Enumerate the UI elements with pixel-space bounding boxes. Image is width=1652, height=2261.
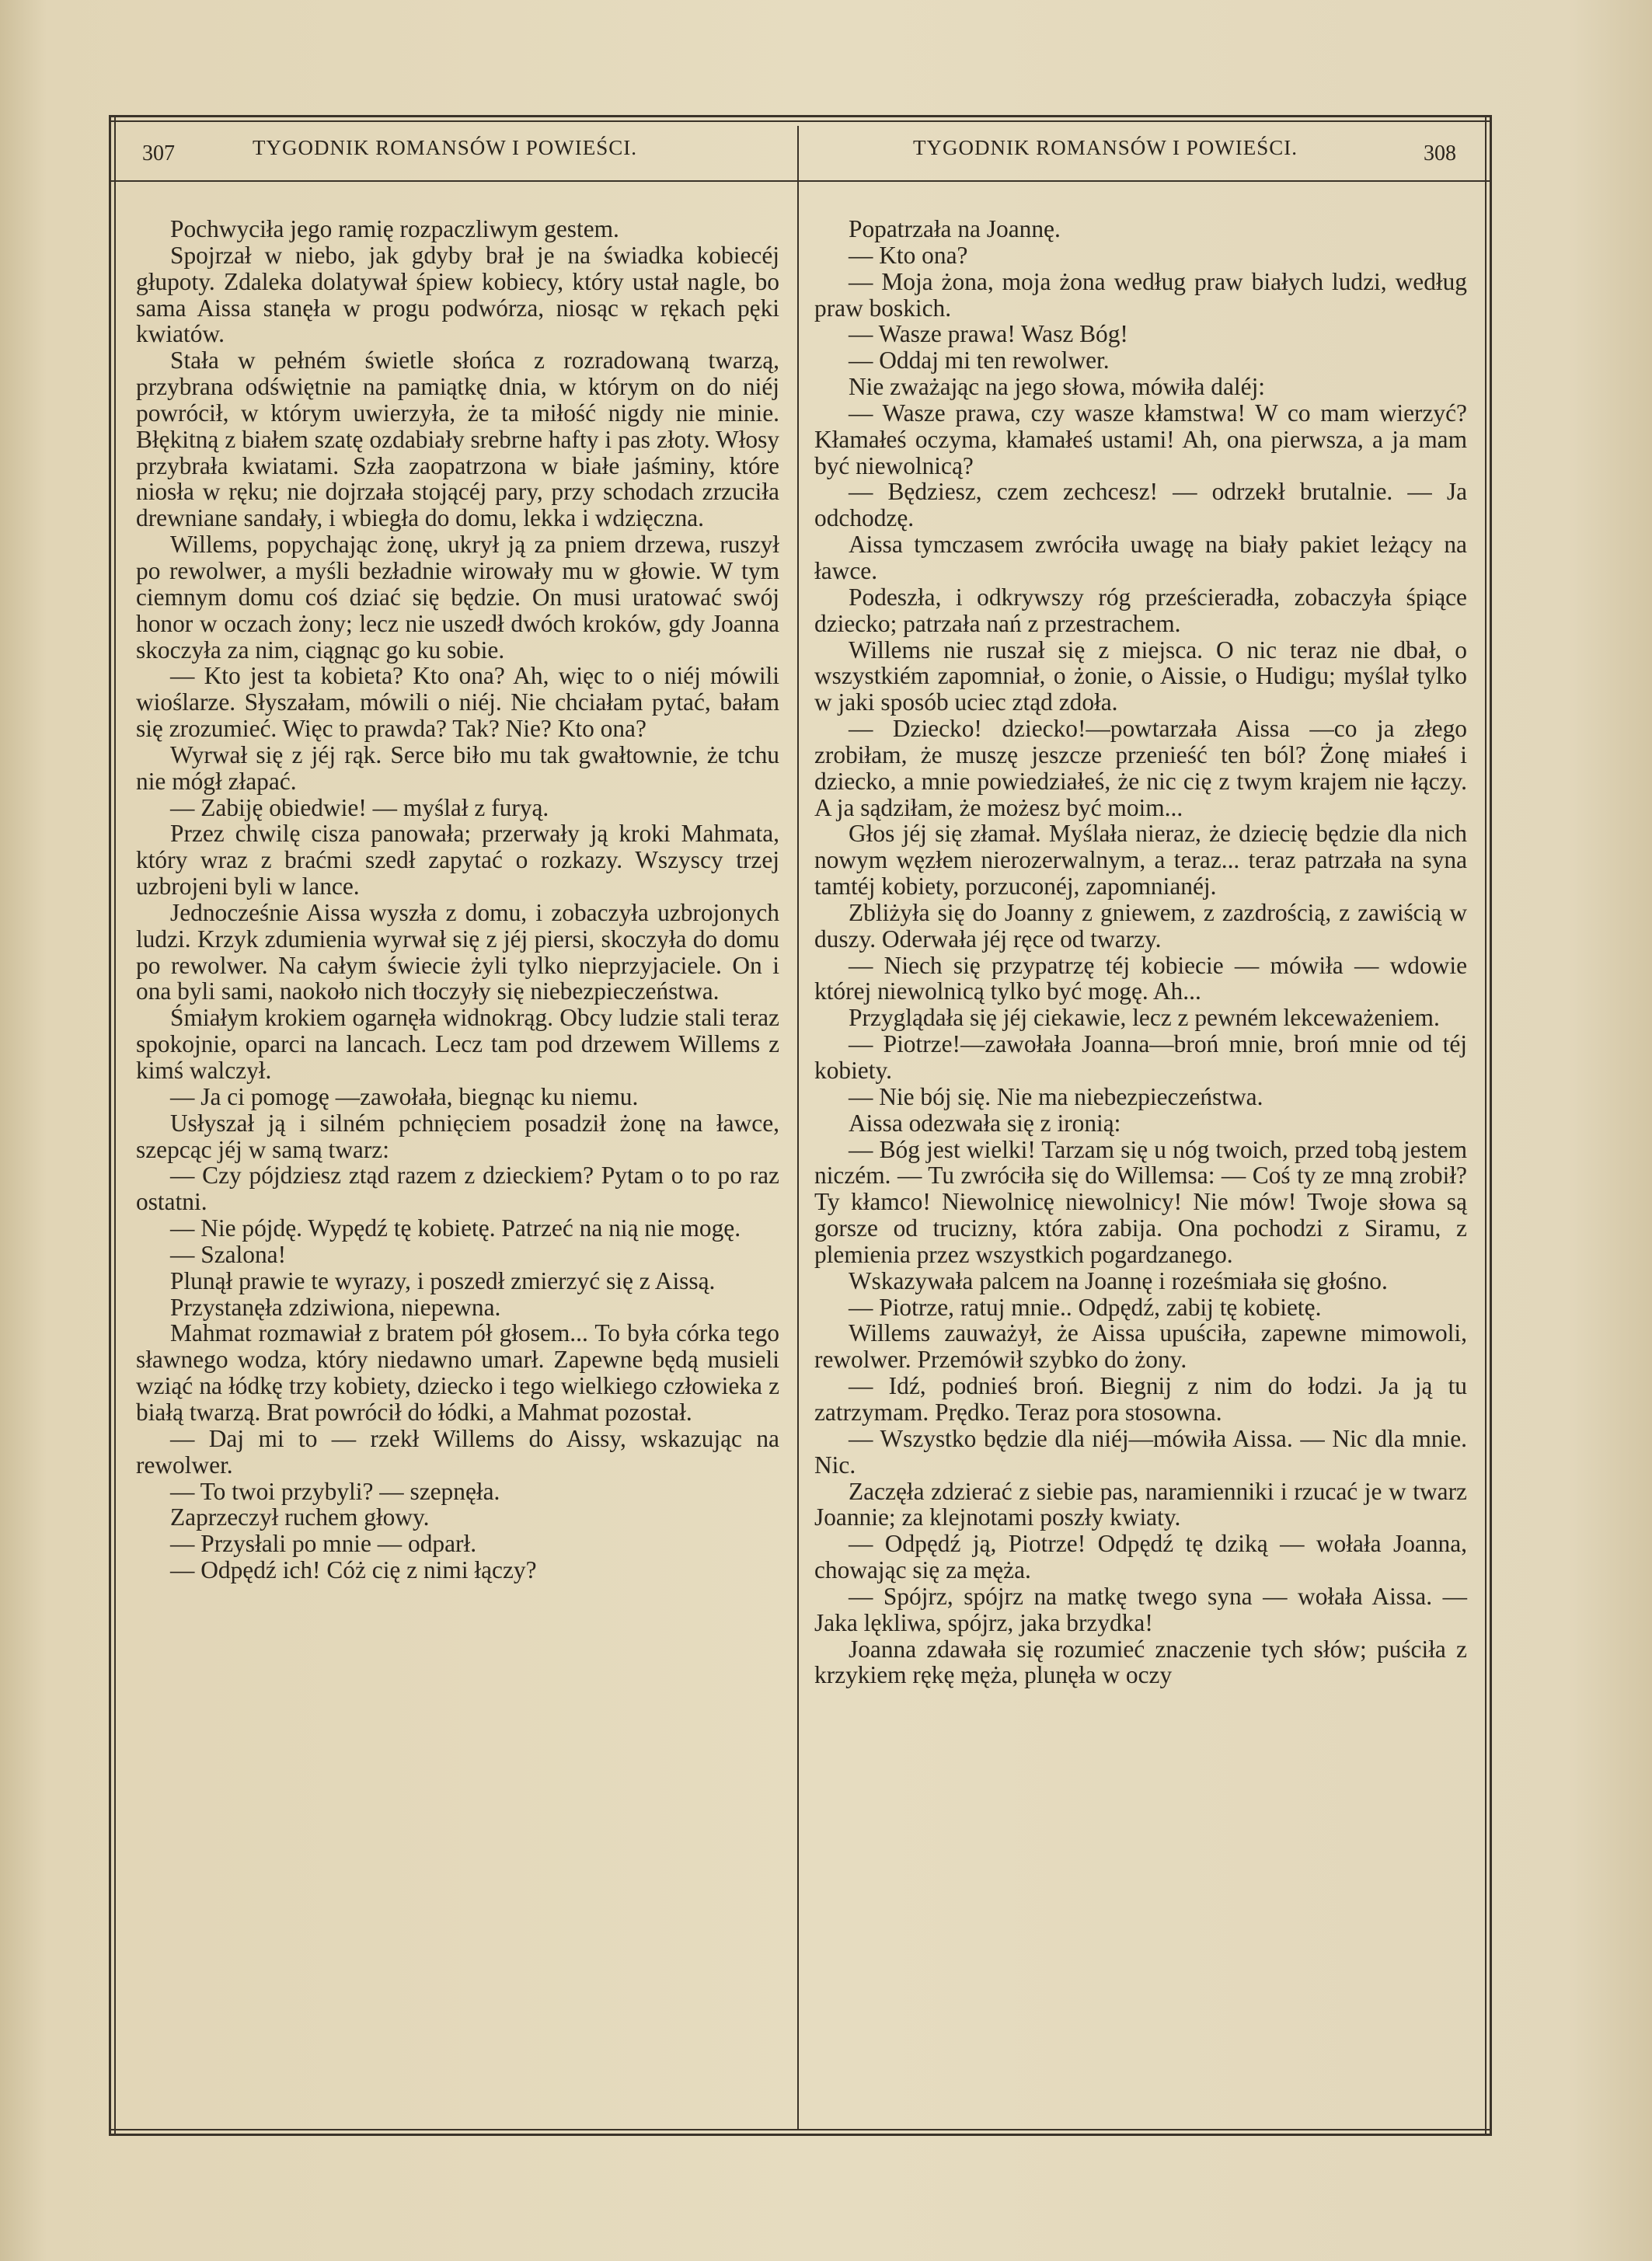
- paragraph: — Odpędź ich! Cóż cię z nimi łączy?: [170, 1556, 537, 1584]
- paragraph: Wskazywała palcem na Joannę i roześmiała się głośno.: [849, 1266, 1388, 1294]
- paragraph: — Daj mi to — rzekł Willems do Aissy, wskazując na rewolwer.: [136, 1424, 779, 1479]
- paragraph: Willems, popychając żonę, ukrył ją za pniem drzewa, ruszył po rewolwer, a myśli bezładnie wirowały mu w głowie. W tym ciemnym domu coś dziać się będzie. On musi uratować swój honor w oczach żony; lecz nie uszedł dwóch kroków, gdy Joanna skoczyła za nim, ciągnąc go ku sobie.: [136, 531, 779, 664]
- right-frame-rule: [1490, 115, 1492, 2136]
- top-rule-inner: [109, 120, 1492, 122]
- paragraph: — Oddaj mi ten rewolwer.: [849, 347, 1110, 375]
- left-frame-rule: [109, 115, 111, 2136]
- paragraph: — Spójrz, spójrz na matkę twego syna — wołała Aissa. — Jaka lękliwa, spójrz, jaka brzydka!: [814, 1582, 1467, 1636]
- left-frame-rule-inner: [114, 115, 116, 2136]
- paragraph: Stała w pełném świetle słońca z rozradowaną twarzą, przybrana odświętnie na pamiątkę dnia, w którym on do niéj powrócił, w którym uwierzyła, że ta miłość nigdy nie minie. Błękitną z białem szatę ozdabiały srebrne hafty i pas złoty. Włosy przybrała kwiatami. Szła zaopatrzona w białe jaśminy, które niosła w ręku; nie dojrzała stojącéj pary, przy schodach zrzuciła drewniane sandały, i wbiegła do domu, lekka i wdzięczna.: [136, 347, 779, 532]
- paragraph: Willems nie ruszał się z miejsca. O nic teraz nie dbał, o wszystkiém zapomniał, o żonie, o Aissie, o Hudigu; myślał tylko w jaki sposób uciec ztąd zdoła.: [814, 636, 1467, 716]
- left-page-number: 307: [142, 141, 175, 165]
- header-underline: [109, 180, 1492, 182]
- paragraph: Przez chwilę cisza panowała; przerwały ją kroki Mahmata, który wraz z braćmi szedł zapytać o rozkazy. Wszyscy trzej uzbrojeni byli w lance.: [136, 820, 779, 901]
- top-rule-outer: [109, 115, 1492, 117]
- paragraph: — Nie bój się. Nie ma niebezpieczeństwa.: [849, 1082, 1263, 1110]
- paragraph: — Piotrze!—zawołała Joanna—broń mnie, broń mnie od téj kobiety.: [814, 1030, 1467, 1084]
- paragraph: Pochwyciła jego ramię rozpaczliwym gestem.: [170, 215, 619, 242]
- paragraph: Mahmat rozmawiał z bratem pół głosem... To była córka tego sławnego wodza, który niedawno umarł. Zapewne będą musieli wziąć na łódkę trzy kobiety, dziecko i tego wielkiego człowieka z białą twarzą. Brat powrócił do łódki, a Mahmat pozostał.: [136, 1319, 779, 1426]
- paragraph: Jednocześnie Aissa wyszła z domu, i zobaczyła uzbrojonych ludzi. Krzyk zdumienia wyrwał się z jéj piersi, skoczyła do domu po rewolwer. Na całym świecie żyli tylko nieprzyjaciele. On i ona byli sami, naokoło nich tłoczyły się niebezpieczeństwa.: [136, 898, 779, 1005]
- paragraph: Przystanęła zdziwiona, niepewna.: [170, 1293, 501, 1321]
- bottom-rule-outer: [109, 2134, 1492, 2136]
- paragraph: Zbliżyła się do Joanny z gniewem, z zazdrością, z zawiścią w duszy. Oderwała jéj ręce od twarzy.: [814, 898, 1467, 953]
- paragraph: — Odpędź ją, Piotrze! Odpędź tę dziką — wołała Joanna, chowając się za męża.: [814, 1530, 1467, 1584]
- paragraph: — Będziesz, czem zechcesz! — odrzekł brutalnie. — Ja odchodzę.: [814, 478, 1467, 532]
- paragraph: Podeszła, i odkrywszy róg prześcieradła, zobaczyła śpiące dziecko; patrzała nań z przestrachem.: [814, 583, 1467, 637]
- paragraph: Spojrzał w niebo, jak gdyby brał je na świadka kobiecéj głupoty. Zdaleka dolatywał śpiew kobiecy, który ustał nagle, bo sama Aissa stanęła w progu podwórza, niosąc w rękach pęki kwiatów.: [136, 241, 779, 348]
- paragraph: Plunął prawie te wyrazy, i poszedł zmierzyć się z Aissą.: [170, 1266, 716, 1294]
- paragraph: Aissa tymczasem zwróciła uwagę na biały pakiet leżący na ławce.: [814, 531, 1467, 584]
- paragraph: Nie zważając na jego słowa, mówiła daléj:: [849, 373, 1266, 401]
- paragraph: Aissa odezwała się z ironią:: [849, 1109, 1121, 1137]
- paragraph: Zaprzeczył ruchem głowy.: [170, 1503, 430, 1531]
- paragraph: Popatrzała na Joannę.: [849, 215, 1061, 242]
- paragraph: Przyglądała się jéj ciekawie, lecz z pewném lekceważeniem.: [849, 1004, 1440, 1032]
- left-running-title: TYGODNIK ROMANSÓW I POWIEŚCI.: [253, 136, 637, 159]
- column-divider: [797, 126, 799, 2129]
- paragraph: — Niech się przypatrzę téj kobiecie — mówiła — wdowie której niewolnicą tylko być mogę. Ah...: [814, 951, 1467, 1005]
- right-frame-rule-inner: [1485, 115, 1486, 2136]
- paragraph: — Dziecko! dziecko!—powtarzała Aissa —co ja złego zrobiłam, że muszę jeszcze przenieść ten ból? Żonę miałeś i dziecko, a mnie powiedziałeś, że nic cię z twym krajem nie łączy. A ja sądziłam, że możesz być moim...: [814, 715, 1467, 821]
- paragraph: Willems zauważył, że Aissa upuściła, zapewne mimowoli, rewolwer. Przemówił szybko do żony.: [814, 1319, 1467, 1374]
- paragraph: — Wasze prawa! Wasz Bóg!: [849, 320, 1128, 348]
- paragraph: — Kto ona?: [849, 241, 968, 269]
- paragraph: — Moja żona, moja żona według praw białych ludzi, według praw boskich.: [814, 267, 1467, 322]
- right-page-number: 308: [1424, 141, 1456, 165]
- paragraph: — Wasze prawa, czy wasze kłamstwa! W co mam wierzyć? Kłamałeś oczyma, kłamałeś ustami! Ah, ona pierwsza, a ja mam być niewolnicą?: [814, 399, 1467, 479]
- paragraph: — Bóg jest wielki! Tarzam się u nóg twoich, przed tobą jestem niczém. — Tu zwróciła się do Willemsa: — Coś ty ze mną zrobił? Ty kłamco! Niewolnicę niewolnicy! Nie mów! Twoje słowa są gorsze od trucizny, która zabija. Ona pochodzi z Siramu, z plemienia przez wszystkich pogardzanego.: [814, 1135, 1467, 1268]
- paragraph: Zaczęła zdzierać z siebie pas, naramienniki i rzucać je w twarz Joannie; za klejnotami poszły kwiaty.: [814, 1477, 1467, 1531]
- paragraph: — Zabiję obiedwie! — myślał z furyą.: [170, 793, 549, 821]
- paragraph: — Idź, podnieś broń. Biegnij z nim do łodzi. Ja ją tu zatrzymam. Prędko. Teraz pora stosowna.: [814, 1372, 1467, 1426]
- paragraph: — Wszystko będzie dla niéj—mówiła Aissa. — Nic dla mnie. Nic.: [814, 1424, 1467, 1479]
- paragraph: — Czy pójdziesz ztąd razem z dzieckiem? Pytam o to po raz ostatni.: [136, 1162, 779, 1216]
- paragraph: — Ja ci pomogę —zawołała, biegnąc ku niemu.: [170, 1082, 639, 1110]
- paragraph: — Piotrze, ratuj mnie.. Odpędź, zabij tę kobietę.: [849, 1293, 1322, 1321]
- paragraph: Usłyszał ją i silném pchnięciem posadził żonę na ławce, szepcąc jéj w samą twarz:: [136, 1109, 779, 1163]
- left-text-column: [136, 216, 779, 1583]
- paragraph: Joanna zdawała się rozumieć znaczenie tych słów; puściła z krzykiem rękę męża, plunęła w oczy: [814, 1635, 1467, 1689]
- paragraph: Głos jéj się złamał. Myślała nieraz, że dziecię będzie dla nich nowym węzłem nierozerwalnym, a teraz... teraz patrzała na syna tamtéj kobiety, porzuconéj, zapomnianéj.: [814, 820, 1467, 901]
- bottom-rule-inner: [109, 2129, 1492, 2130]
- paragraph: — Szalona!: [170, 1240, 287, 1268]
- right-running-title: TYGODNIK ROMANSÓW I POWIEŚCI.: [913, 136, 1298, 159]
- paragraph: — Nie pójdę. Wypędź tę kobietę. Patrzeć na nią nie mogę.: [170, 1214, 741, 1242]
- paragraph: Wyrwał się z jéj rąk. Serce biło mu tak gwałtownie, że tchu nie mógł złapać.: [136, 740, 779, 795]
- paragraph: — Przysłali po mnie — odparł.: [170, 1530, 477, 1558]
- paragraph: — To twoi przybyli? — szepnęła.: [170, 1477, 500, 1505]
- paragraph: — Kto jest ta kobieta? Kto ona? Ah, więc to o niéj mówili wioślarze. Słyszałam, mówili o niéj. Nie chciałam pytać, bałam się zrozumieć. Więc to prawda? Tak? Nie? Kto ona?: [136, 662, 779, 743]
- right-text-column: [814, 216, 1467, 1688]
- paragraph: Śmiałym krokiem ogarnęła widnokrąg. Obcy ludzie stali teraz spokojnie, oparci na lancach. Lecz tam pod drzewem Willems z kimś walczył.: [136, 1004, 779, 1084]
